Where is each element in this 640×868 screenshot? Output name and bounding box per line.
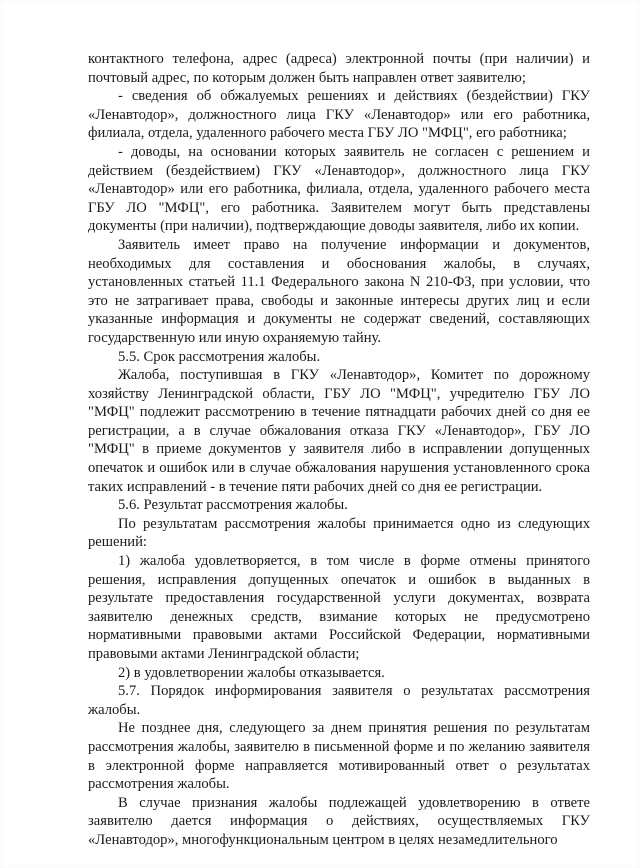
paragraph-right-to-information: Заявитель имеет право на получение информации и документов, необходимых для составления и обоснования жалобы, в случаях, установленных статьей 11.1 Федерального закона N 210-ФЗ, при условии, что это не затрагивает права, свободы и законные интересы других лиц и если указанные информация и документы не содержат сведений, составляющих государственную или иную охраняемую тайну. [88, 236, 590, 346]
section-heading-5-7: 5.7. Порядок информирования заявителя о результатах рассмотрения жалобы. [88, 683, 590, 718]
paragraph-appealed-decisions: - сведения об обжалуемых решениях и действиях (бездействии) ГКУ «Ленавтодор», должностного лица ГКУ «Ленавтодор» или его работника, филиала, отдела, удаленного рабочего места ГБУ ЛО "МФЦ", его работника; [88, 88, 590, 142]
paragraph-review-period: Жалоба, поступившая в ГКУ «Ленавтодор», Комитет по дорожному хозяйству Ленинградской области, ГБУ ЛО "МФЦ", учредителю ГБУ ЛО "МФЦ" подлежит рассмотрению в течение пятнадцати рабочих дней со дня ее регистрации, а в случае обжалования отказа ГКУ «Ленавтодор», ГБУ ЛО "МФЦ" в приеме документов у заявителя либо в исправлении допущенных опечаток и ошибок или в случае обжалования нарушения установленного срока таких исправлений - в течение пяти рабочих дней со дня ее регистрации. [88, 367, 590, 495]
section-heading-5-5: 5.5. Срок рассмотрения жалобы. [118, 348, 321, 365]
paragraph-decision-intro: По результатам рассмотрения жалобы принимается одно из следующих решений: [88, 515, 590, 551]
paragraph-decision-satisfied: 1) жалоба удовлетворяется, в том числе в форме отмены принятого решения, исправления допущенных опечаток и ошибок в выданных в результате предоставления государственной услуги документах, возврата заявителю денежных средств, взимание которых не предусмотрено нормативными правовыми актами Российской Федерации, нормативными правовыми актами Ленинградской области; [88, 553, 590, 662]
paragraph-response-deadline: Не позднее дня, следующего за днем принятия решения по результатам рассмотрения жалобы, заявителю в письменной форме и по желанию заявителя в электронной форме направляется мотивированный ответ о результатах рассмотрения жалобы. [88, 720, 590, 793]
paragraph-recognition-case: В случае признания жалобы подлежащей удовлетворению в ответе заявителю дается информация о действиях, осуществляемых ГКУ «Ленавтодор», многофункциональным центром в целях незамедлительного [88, 794, 590, 848]
paragraph-decision-refused: 2) в удовлетворении жалобы отказывается. [118, 664, 385, 681]
paragraph-contact-continuation: контактного телефона, адрес (адреса) электронной почты (при наличии) и почтовый адрес, по которым должен быть направлен ответ заявителю; [88, 51, 590, 86]
document-body [88, 50, 590, 850]
section-heading-5-6: 5.6. Результат рассмотрения жалобы. [118, 497, 348, 514]
paragraph-arguments: - доводы, на основании которых заявитель не согласен с решением и действием (бездействием) ГКУ «Ленавтодор», должностного лица ГКУ «Ленавтодор» или его работника, филиала, отдела, удаленного рабочего места ГБУ ЛО "МФЦ", его работника. Заявителем могут быть представлены документы (при наличии), подтверждающие доводы заявителя, либо их копии. [88, 143, 590, 235]
